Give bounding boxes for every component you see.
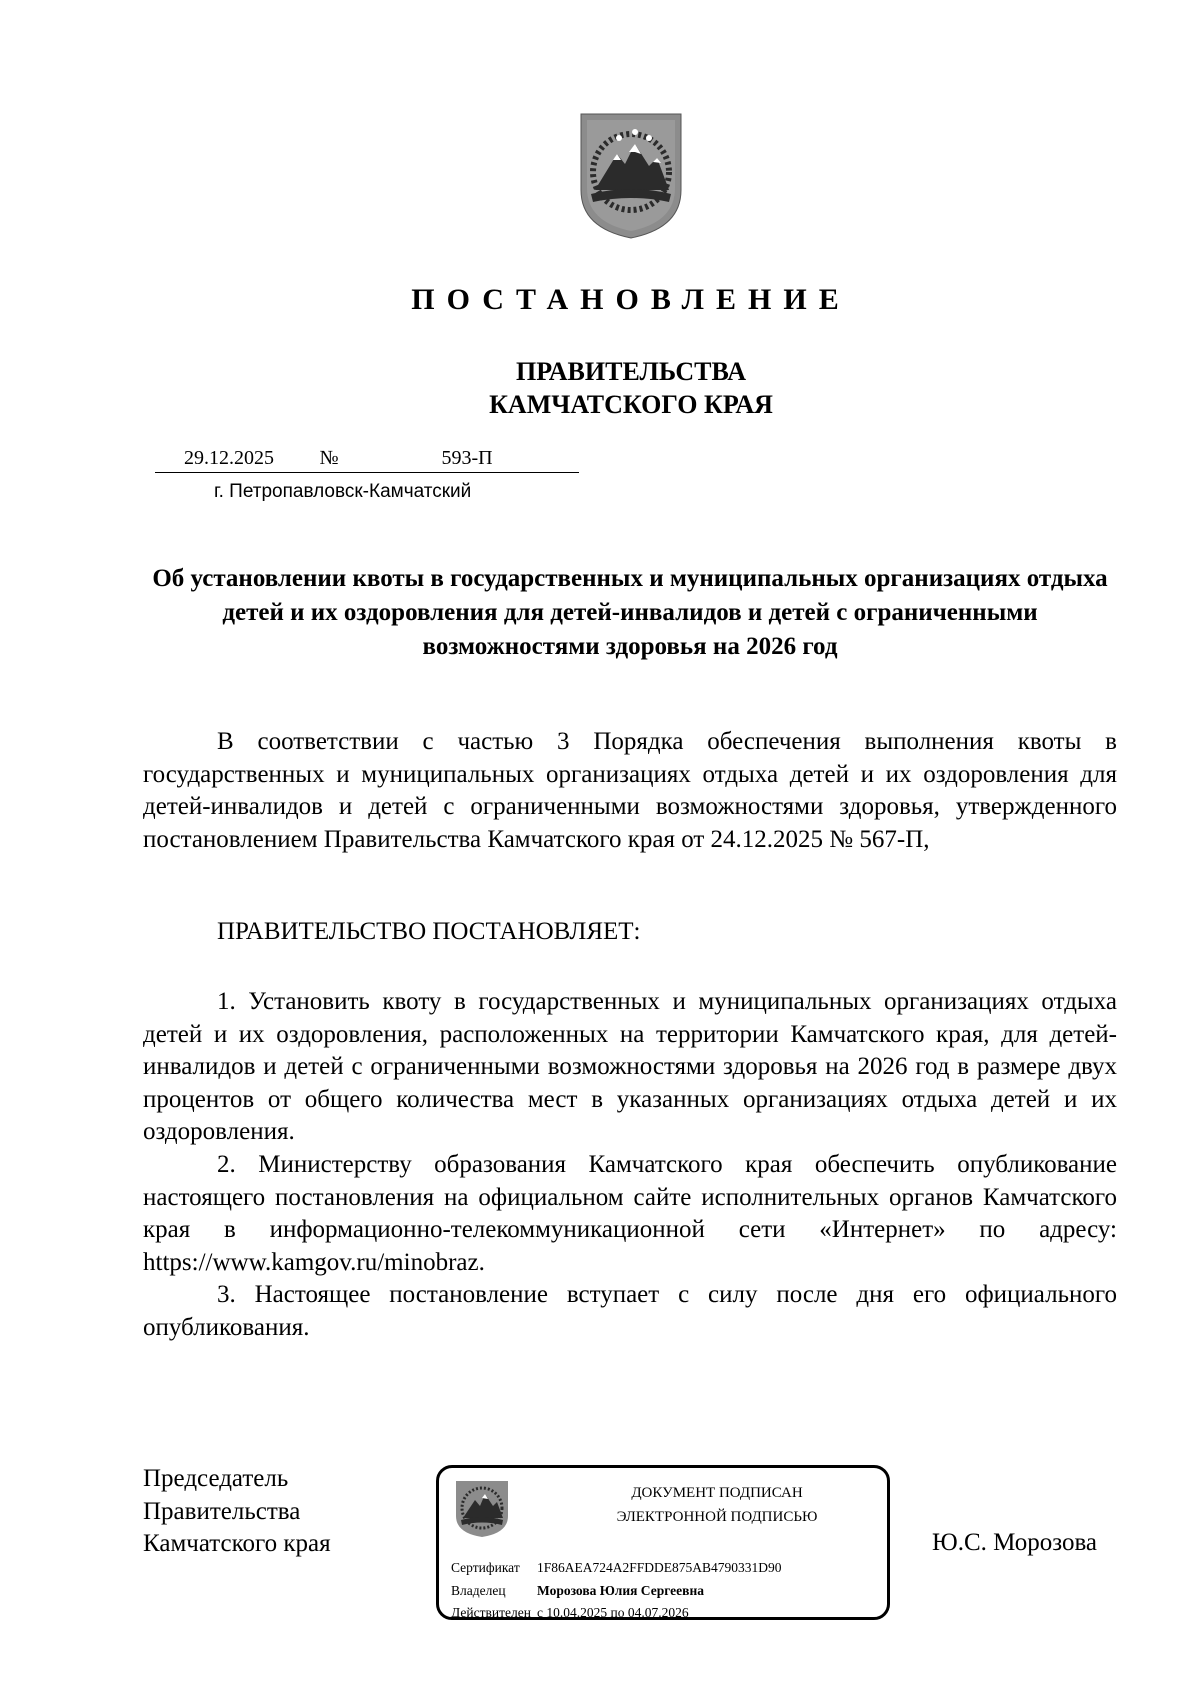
decree-items [143, 986, 1117, 1345]
signatory-position-line-3: Камчатского края [143, 1530, 331, 1558]
certificate-label: Сертификат [451, 1560, 520, 1575]
authority-line-2: КАМЧАТСКОГО КРАЯ [489, 390, 773, 419]
certificate-value: 1F86AEA724A2FFDDE875AB4790331D90 [537, 1560, 782, 1575]
stamp-header-line-1: ДОКУМЕНТ ПОДПИСАН [631, 1485, 803, 1501]
document-date: 29.12.2025 [155, 447, 303, 473]
signatory-name: Ю.С. Морозова [932, 1529, 1098, 1556]
document-type-title: ПОСТАНОВЛЕНИЕ [411, 283, 851, 316]
decree-item-1: 1. Установить квоту в государственных и муниципальных организациях отдыха детей и их оздоровления, расположенных на территории Камчатского края, для детей-инвалидов и детей с ограниченными возможностями здоровья на 2026 год в размере двух процентов от общего количества мест в указанных организациях отдыха детей и их оздоровления. [143, 988, 1117, 1146]
decree-item-2: 2. Министерству образования Камчатского края обеспечить опубликование настоящего постановления на официальном сайте исполнительных органов Камчатского края в информационно-телекоммуникационной сети «Интернет» по адресу: https://www.kamgov.ru/minobraz. [143, 1150, 1117, 1276]
stamp-emblem-icon [453, 1478, 511, 1538]
stamp-header [557, 1481, 877, 1529]
decree-item-3: 3. Настоящее постановление вступает с силу после дня его официального опубликования. [143, 1281, 1117, 1341]
number-sign: № [303, 447, 355, 473]
kamchatka-coat-of-arms-icon [577, 110, 685, 240]
signatory-position-line-1: Председатель [143, 1465, 289, 1492]
preamble-text: В соответствии с частью 3 Порядка обеспечения выполнения квоты в государственных и муниципальных организациях отдыха детей и их оздоровления для детей-инвалидов и детей с ограниченными возможностями здоровья, утвержденного постановлением Правительства Камчатского края от 24.12.2025 № 567-П, [143, 728, 1117, 853]
owner-label: Владелец [451, 1583, 506, 1598]
validity-label: Действителен [451, 1605, 531, 1620]
stamp-validity-row [451, 1605, 689, 1621]
stamp-header-line-2: ЭЛЕКТРОННОЙ ПОДПИСЬЮ [616, 1509, 818, 1525]
signatory-position [143, 1463, 331, 1561]
document-city: г. Петропавловск-Камчатский [214, 481, 472, 502]
stamp-owner-row [451, 1583, 704, 1599]
authority-line-1: ПРАВИТЕЛЬСТВА [516, 357, 746, 386]
document-number: 593-П [355, 447, 579, 473]
decree-statement: ПРАВИТЕЛЬСТВО ПОСТАНОВЛЯЕТ: [217, 918, 641, 945]
issuing-authority [0, 355, 1200, 421]
validity-value: с 10.04.2025 по 04.07.2026 [537, 1605, 689, 1620]
document-subject: Об установлении квоты в государственных и муниципальных организациях отдыха детей и их оздоровления для детей-инвалидов и детей с ограниченными возможностями здоровья на 2026 год [152, 565, 1108, 660]
electronic-signature-stamp [436, 1465, 890, 1620]
owner-value: Морозова Юлия Сергеевна [537, 1583, 704, 1598]
signatory-position-line-2: Правительства [143, 1497, 301, 1525]
stamp-certificate-row [451, 1560, 782, 1576]
preamble [143, 726, 1117, 856]
